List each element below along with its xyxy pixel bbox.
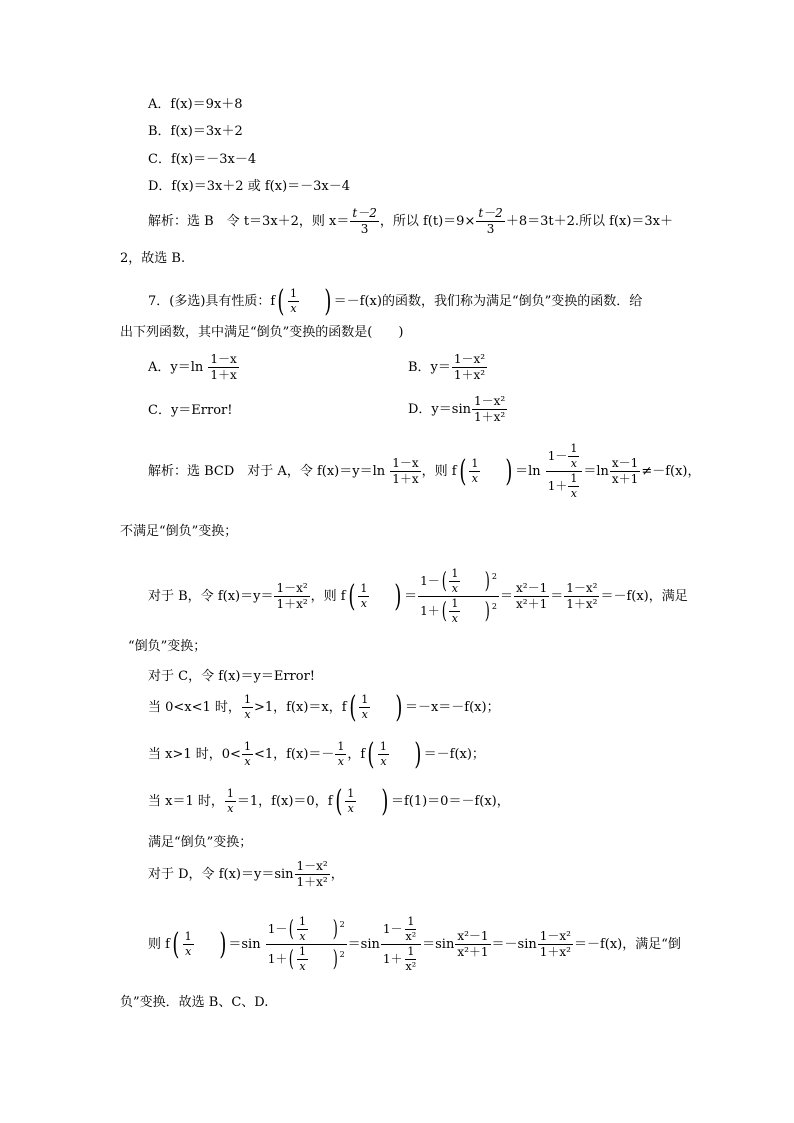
q7-solution-a-conclusion: 不满足“倒负”变换；	[120, 524, 238, 539]
q7-stem-line2: 出下列函数，其中满足“倒负”变换的函数是( )	[120, 325, 404, 340]
q7-solution-c-intro: 对于 C，令 f(x)＝y＝Error!	[148, 669, 316, 684]
fraction: $\frac{t-2}{3}$	[478, 206, 503, 237]
q7-option-b: B．y＝ $\frac{\text{1－x²}}{\text{1＋x²}}$	[408, 352, 486, 383]
q7-solution-b-conclusion: “倒负”变换；	[128, 639, 207, 654]
q7-solution-d: 则 f( $\frac{1}{x}$ ) ＝sin 1－( $\frac{1}{x}$ ) $^2$ 1＋( $\frac{1}{x}$ ) $^2$ ＝sin 1－ $\frac{1}{\text{x²}}$ 1＋ $\frac{1}{\text{x²}}$ ＝sin $\frac{\text{x²－1}}{\text{x²＋1}}$ ＝－sin $\frac{\text{1－x²}}{\text{1＋x²}}$ ＝－f(x)，满足“倒	[148, 915, 681, 974]
q6-solution-line1: 解析：选 B 令 t＝3x＋2，则 x＝ $\frac{t-2}{3}$ ，所以 f(t)＝9× $\frac{t-2}{3}$ ＋8＝3t＋2.所以 f(x)＝3x＋	[148, 206, 674, 237]
q7-solution-c-case3: 当 x＝1 时， $\frac{1}{x}$ ＝1，f(x)＝0，f( $\frac{1}{x}$ ) ＝f(1)＝0＝－f(x)，	[148, 784, 510, 820]
q7-option-a: A．y＝ln $\frac{1-x}{1+x}$	[148, 352, 237, 383]
q7-stem-line1: 7．(多选)具有性质：f( $\frac{1}{x}$ ) ＝－f(x)的函数，我们称为满足“倒负”变换的函数．给	[148, 284, 643, 320]
q6-option-d: D．f(x)＝3x＋2 或 f(x)＝－3x－4	[148, 179, 351, 194]
q6-solution-line2: 2，故选 B.	[120, 251, 186, 266]
q6-option-b: B．f(x)＝3x＋2	[148, 124, 243, 139]
q7-solution-d-intro: 对于 D，令 f(x)＝y＝sin $\frac{\text{1－x²}}{\text{1＋x²}}$ ，	[148, 859, 344, 890]
q7-solution-c-conclusion: 满足“倒负”变换；	[148, 835, 253, 850]
q7-solution-b: 对于 B，令 f(x)＝y＝ $\frac{\text{1－x²}}{\text{1＋x²}}$ ，则 f( $\frac{1}{x}$ ) ＝ 1－( $\frac{1}{x}$ ) $^2$ 1＋( $\frac{1}{x}$ ) $^2$ ＝ $\frac{\text{x²－1}}{\text{x²＋1}}$ ＝ $\frac{\text{1－x²}}{\text{1＋x²}}$ ＝－f(x)，满足	[148, 567, 688, 626]
q7-solution-c-case2: 当 x>1 时，0< $\frac{1}{x}$ <1，f(x)＝－ $\frac{1}{x}$ ，f( $\frac{1}{x}$ ) ＝－f(x)；	[148, 737, 485, 773]
q7-option-d: D．y＝sin $\frac{\text{1－x²}}{\text{1＋x²}}$	[408, 394, 506, 425]
q7-solution-d-conclusion: 负”变换．故选 B、C、D.	[120, 995, 269, 1010]
q7-solution-c-case1: 当 0<x<1 时， $\frac{1}{x}$ >1，f(x)＝x，f( $\frac{1}{x}$ ) ＝－x＝－f(x)；	[148, 690, 500, 726]
q7-option-c: C．y＝Error!	[148, 403, 233, 418]
q6-option-a: A．f(x)＝9x＋8	[148, 97, 243, 112]
q6-option-c: C．f(x)＝－3x－4	[148, 152, 257, 167]
q7-solution-a: 解析：选 BCD 对于 A，令 f(x)＝y＝ln $\frac{1-x}{1+x}$ ，则 f( $\frac{1}{x}$ ) ＝ln 1－ $\frac{1}{x}$ 1＋ $\frac{1}{x}$ ＝ln $\frac{x-1}{x+1}$ ≠－f(x)，	[148, 442, 701, 501]
fraction: $\frac{t-2}{3}$	[352, 206, 377, 237]
